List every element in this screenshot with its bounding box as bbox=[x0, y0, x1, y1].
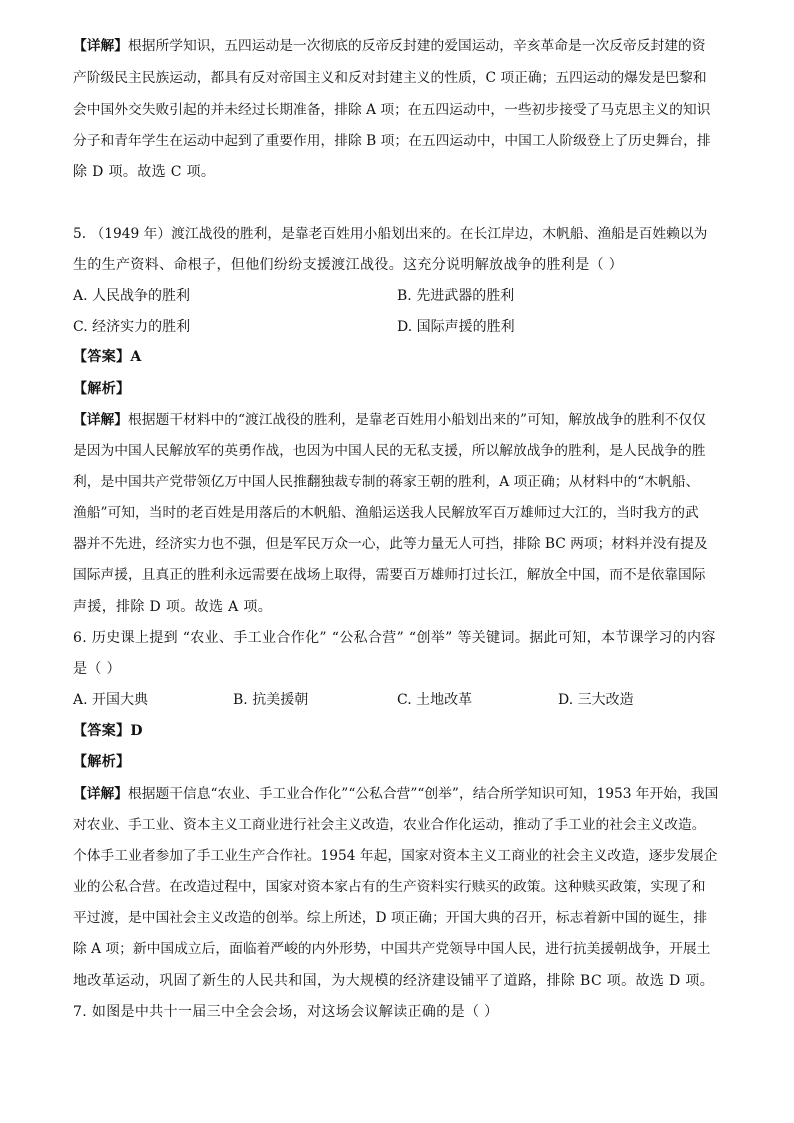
q5-explain-line-4: 渔船”可知，当时的老百姓是用落后的木帆船、渔船运送我人民解放军百万雄师过大江的，当时我方的武 bbox=[73, 505, 699, 521]
q6-analysis-heading: 【解析】 bbox=[73, 754, 131, 770]
q6-option-d: D. 三大改造 bbox=[558, 692, 634, 708]
q4-explain-line-4: 分子和青年学生在运动中起到了重要作用，排除 B 项；在五四运动中，中国工人阶级登上了历史舞台，排 bbox=[73, 133, 711, 149]
q5-explain-line-2: 是因为中国人民解放军的英勇作战，也因为中国人民的无私支援，所以解放战争的胜利，是人民战争的胜 bbox=[73, 443, 706, 459]
q4-explain-text-1: 根据所学知识，五四运动是一次彻底的反帝反封建的爱国运动，辛亥革命是一次反帝反封建的资 bbox=[128, 38, 706, 54]
q6-option-c: C. 土地改革 bbox=[397, 692, 473, 708]
q5-explain-text-1: 根据题干材料中的“渡江战役的胜利，是靠老百姓用小船划出来的”可知，解放战争的胜利不仅仅 bbox=[128, 412, 706, 428]
q5-explain-line-7: 声援，排除 D 项。故选 A 项。 bbox=[73, 599, 273, 615]
q5-explain-tag: 【详解】 bbox=[73, 412, 129, 428]
q6-explain-line-3: 个体手工业者参加了手工业生产合作社。1954 年起，国家对资本主义工商业的社会主义改造，逐步发展企 bbox=[73, 848, 718, 864]
q6-stem-line-1: 6. 历史课上提到 “农业、手工业合作化” “公私合营” “创举” 等关键词。据此可知，本节课学习的内容 bbox=[73, 630, 716, 646]
q6-explain-line-1 bbox=[73, 784, 723, 804]
q5-explain-line-5: 器并不先进，经济实力也不强，但是军民万众一心，此等力量无人可挡，排除 BC 两项；材料并没有提及 bbox=[73, 536, 708, 552]
q4-explain-line-5: 除 D 项。故选 C 项。 bbox=[73, 164, 216, 180]
q5-option-c: C. 经济实力的胜利 bbox=[73, 319, 191, 335]
q5-answer: 【答案】A bbox=[73, 349, 142, 365]
q4-explain-tag: 【详解】 bbox=[73, 38, 129, 54]
q6-option-b: B. 抗美援朝 bbox=[233, 692, 309, 708]
q6-explain-line-6: 除 A 项；新中国成立后，面临着严峻的内外形势，中国共产党领导中国人民，进行抗美援朝战争，开展土 bbox=[73, 941, 711, 957]
q6-answer: 【答案】D bbox=[73, 723, 143, 739]
q4-explain-line-2: 产阶级民主民族运动，都具有反对帝国主义和反对封建主义的性质，C 项正确；五四运动的爆发是巴黎和 bbox=[73, 70, 707, 86]
q4-explain-line-3: 会中国外交失败引起的并未经过长期准备，排除 A 项；在五四运动中，一些初步接受了马克思主义的知识 bbox=[73, 102, 711, 118]
q6-explain-line-4: 业的公私合营。在改造过程中，国家对资本家占有的生产资料实行赎买的政策。这种赎买政策，实现了和 bbox=[73, 879, 706, 895]
q6-explain-tag: 【详解】 bbox=[73, 786, 129, 802]
q5-analysis-heading: 【解析】 bbox=[73, 381, 131, 397]
q5-option-b: B. 先进武器的胜利 bbox=[397, 288, 515, 304]
q6-explain-text-1: 根据题干信息“农业、手工业合作化”“公私合营”“创举”，结合所学知识可知，1953 年开始，我国 bbox=[128, 786, 719, 802]
q6-explain-line-2: 对农业、手工业、资本主义工商业进行社会主义改造，农业合作化运动，推动了手工业的社会主义改造。 bbox=[73, 817, 706, 833]
q6-explain-line-7: 地改革运动，巩固了新生的人民共和国，为大规模的经济建设铺平了道路，排除 BC 项。故选 D 项。 bbox=[73, 973, 715, 989]
q4-explain-line-1 bbox=[73, 36, 723, 56]
q5-explain-line-3: 利，是中国共产党带领亿万中国人民推翻独裁专制的蒋家王朝的胜利，A 项正确；从材料中的“木帆船、 bbox=[73, 474, 700, 490]
q5-option-a: A. 人民战争的胜利 bbox=[73, 288, 191, 304]
q6-stem-line-2: 是（ ） bbox=[73, 661, 121, 677]
q5-explain-line-1 bbox=[73, 410, 723, 430]
q5-stem-line-1: 5. （1949 年）渡江战役的胜利，是靠老百姓用小船划出来的。在长江岸边，木帆船、渔船是百姓赖以为 bbox=[73, 226, 708, 242]
q6-explain-line-5: 平过渡，是中国社会主义改造的创举。综上所述，D 项正确；开国大典的召开，标志着新中国的诞生，排 bbox=[73, 910, 708, 926]
q5-option-d: D. 国际声援的胜利 bbox=[397, 319, 515, 335]
q5-stem-line-2: 生的生产资料、命根子，但他们纷纷支援渡江战役。这充分说明解放战争的胜利是（ ） bbox=[73, 257, 624, 273]
q6-option-a: A. 开国大典 bbox=[73, 692, 149, 708]
q5-explain-line-6: 国际声援，且真正的胜利永远需要在战场上取得，需要百万雄师打过长江，解放全中国，而不是依靠国际 bbox=[73, 567, 706, 583]
q7-stem: 7. 如图是中共十一届三中全会会场，对这场会议解读正确的是（ ） bbox=[73, 1004, 499, 1020]
